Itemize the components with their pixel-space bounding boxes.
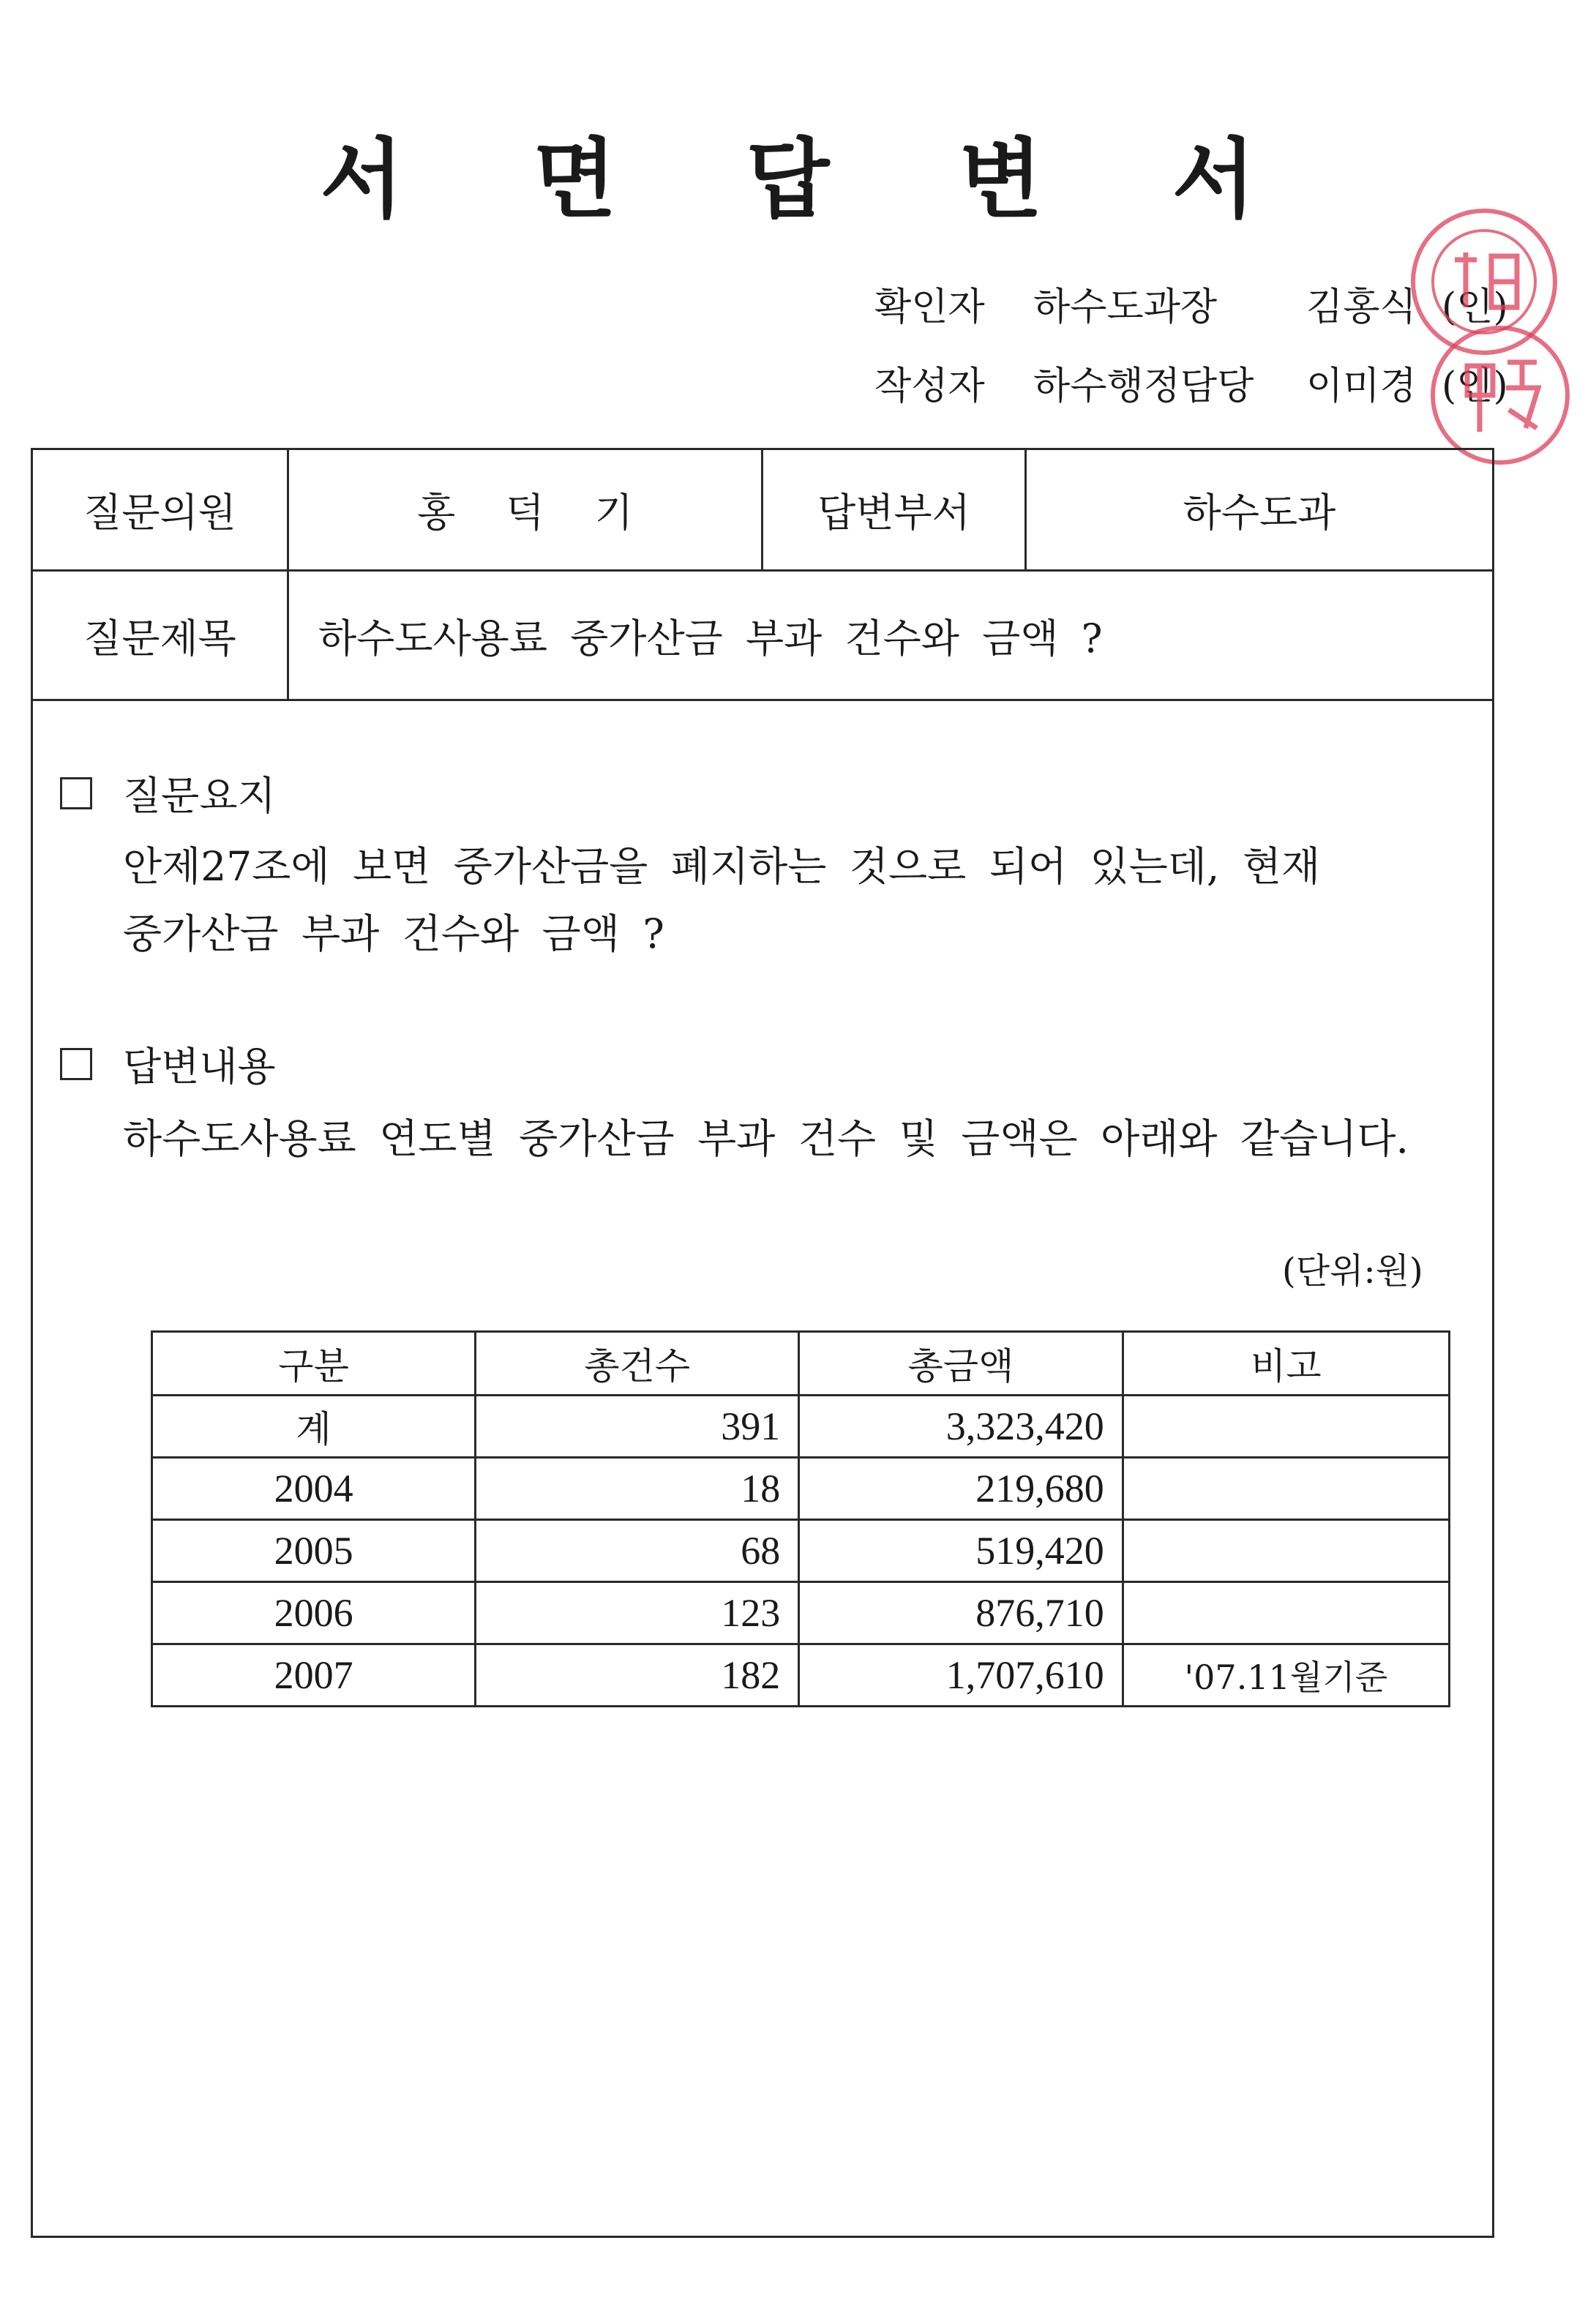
questioner-label: 질문의원 [33,450,289,569]
signature-dept: 하수도과장 [1033,285,1218,329]
row-amount: 519,420 [799,1520,1123,1582]
question-checkbox [60,777,92,809]
row-label: 2007 [152,1644,476,1707]
document-title: 서 면 답 변 서 [320,128,1305,230]
row-amount: 3,323,420 [799,1396,1123,1458]
signature-name: 이미경 [1306,364,1417,408]
row-count: 182 [476,1644,799,1707]
dept-value: 하수도과 [1183,490,1336,536]
question-heading: 질문요지 [123,773,276,819]
row-note [1123,1520,1449,1582]
question-line-2: 중가산금 부과 건수와 금액 ? [123,910,664,957]
signature-mark: (인) [1442,364,1508,408]
table-row [152,1396,1450,1458]
row-count: 18 [476,1458,799,1520]
signature-name: 김홍식 [1306,285,1417,329]
row-count: 68 [476,1520,799,1582]
table-header: 총금액 [799,1332,1123,1396]
subject-label: 질문제목 [33,572,289,699]
header-row-questioner [33,450,1492,572]
question-line-1: 안제27조에 보면 중가산금을 폐지하는 것으로 되어 있는데, 현재 [123,843,1321,890]
row-note: '07.11월기준 [1123,1644,1449,1707]
signature-role: 작성자 [874,364,985,408]
table-row [152,1582,1450,1644]
seal-stamp-writer [1431,326,1570,465]
row-amount: 219,680 [799,1458,1123,1520]
signature-mark: (인) [1442,285,1508,329]
row-label: 2005 [152,1520,476,1582]
answer-text: 하수도사용료 연도별 중가산금 부과 건수 및 금액은 아래와 같습니다. [123,1115,1409,1162]
row-amount: 876,710 [799,1582,1123,1644]
table-row [152,1644,1450,1707]
row-note [1123,1582,1449,1644]
seal-icon [1442,337,1559,454]
row-amount: 1,707,610 [799,1644,1123,1707]
seal-icon [1422,220,1546,344]
row-count: 123 [476,1582,799,1644]
row-note [1123,1396,1449,1458]
signature-dept: 하수행정담당 [1033,364,1254,408]
table-header: 비고 [1123,1332,1449,1396]
answer-checkbox [60,1048,92,1080]
table-header-row [152,1332,1450,1396]
row-label: 계 [152,1396,476,1458]
table-row [152,1520,1450,1582]
table-header: 총건수 [476,1332,799,1396]
subject-value: 하수도사용료 중가산금 부과 건수와 금액 ? [318,615,1103,662]
row-label: 2006 [152,1582,476,1644]
answer-heading: 답변내용 [123,1044,276,1090]
surcharge-table [151,1330,1450,1707]
unit-note: (단위:원) [1282,1251,1423,1292]
dept-label: 답변부서 [763,450,1027,569]
signature-role: 확인자 [874,285,985,329]
signature-writer [0,361,1596,412]
signature-confirmer [0,282,1596,333]
table-header: 구분 [152,1332,476,1396]
header-row-subject [33,572,1492,701]
row-count: 391 [476,1396,799,1458]
questioner-name: 홍 덕 기 [289,450,763,569]
row-label: 2004 [152,1458,476,1520]
table-row [152,1458,1450,1520]
row-note [1123,1458,1449,1520]
